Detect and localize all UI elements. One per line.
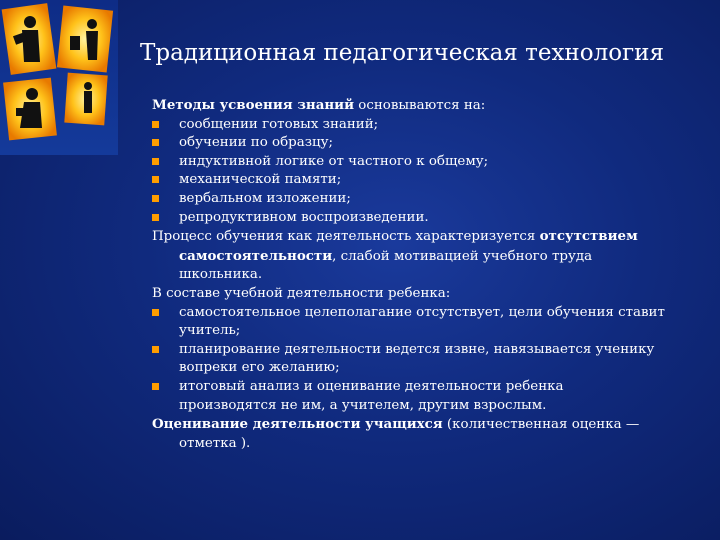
- bullet-square-icon: [152, 121, 159, 128]
- methods-heading-rest: основываются на:: [354, 98, 486, 113]
- process-paragraph-cont: самостоятельности, слабой мотивацией учебного труда: [179, 247, 593, 264]
- list-item: индуктивной логике от частного к общему;: [152, 153, 692, 172]
- people-reading-illustration: [0, 0, 118, 155]
- process-paragraph: Процесс обучения как деятельность характеризуется отсутствием: [152, 228, 638, 245]
- list-item: обучении по образцу;: [152, 134, 692, 153]
- bullet-square-icon: [152, 158, 159, 165]
- list-item: вербальном изложении;: [152, 190, 692, 209]
- bullet-square-icon: [152, 176, 159, 183]
- bullet-square-icon: [152, 383, 159, 390]
- methods-heading-bold: Методы усвоения знаний: [152, 97, 355, 113]
- list-item: планирование деятельности ведется извне, навязывается ученику: [152, 341, 692, 360]
- bullet-square-icon: [152, 346, 159, 353]
- bullet-square-icon: [152, 309, 159, 316]
- assessment-paragraph: Оценивание деятельности учащихся (количественная оценка —: [152, 416, 640, 433]
- list-item: репродуктивном воспроизведении.: [152, 209, 692, 228]
- process-paragraph-end: школьника.: [179, 267, 263, 283]
- list-item-cont: производятся не им, а учителем, другим взрослым.: [179, 397, 547, 413]
- list-item: сообщении готовых знаний;: [152, 116, 692, 135]
- methods-heading: [152, 96, 692, 116]
- bullet-square-icon: [152, 214, 159, 221]
- list-item-cont: учитель;: [179, 323, 241, 339]
- assessment-paragraph-cont: отметка ).: [179, 435, 251, 451]
- list-item-cont: вопреки его желанию;: [179, 360, 340, 376]
- bullet-square-icon: [152, 139, 159, 146]
- bullet-square-icon: [152, 195, 159, 202]
- slide-body: [152, 96, 692, 453]
- list-item: итоговый анализ и оценивание деятельности ребенка: [152, 378, 692, 397]
- people-reading-icon: [0, 0, 118, 155]
- list-item: самостоятельное целеполагание отсутствует, цели обучения ставит: [152, 304, 692, 323]
- list-item: механической памяти;: [152, 171, 692, 190]
- slide-title: Традиционная педагогическая технология: [140, 40, 664, 66]
- activity-heading: В составе учебной деятельности ребенка:: [152, 285, 451, 301]
